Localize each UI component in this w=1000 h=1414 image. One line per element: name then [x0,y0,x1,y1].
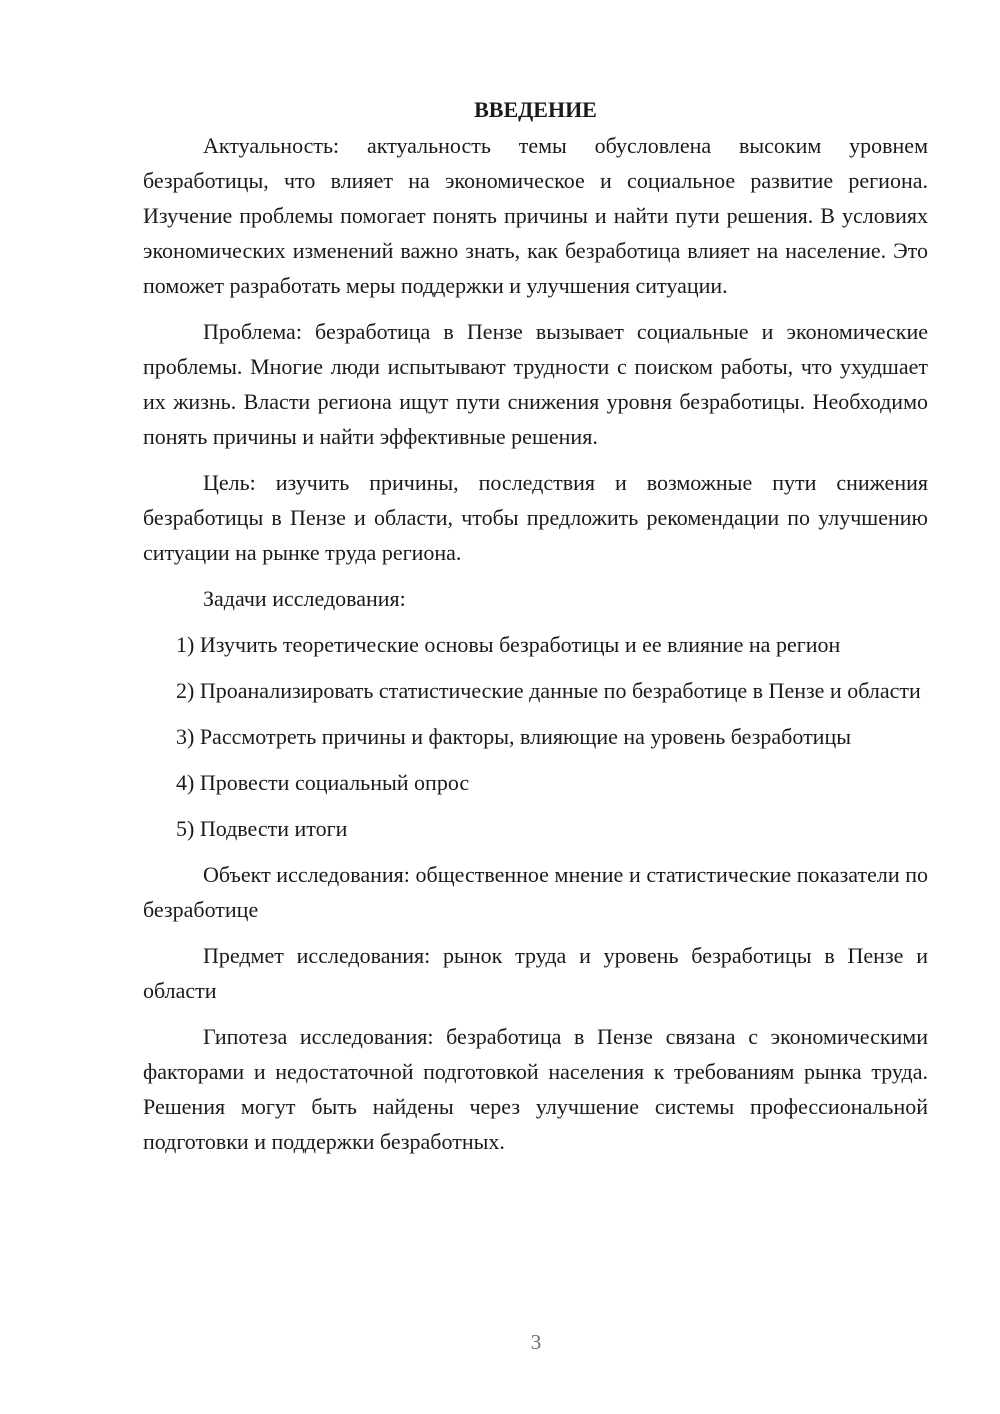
goal-paragraph: Цель: изучить причины, последствия и возможные пути снижения безработицы в Пензе и области, чтобы предложить рекомендации по улучшению ситуации на рынке труда региона. [143,470,928,565]
task-item-5: 5) Подвести итоги [176,816,348,841]
relevance-paragraph: Актуальность: актуальность темы обусловлена высоким уровнем безработицы, что влияет на экономическое и социальное развитие региона. Изучение проблемы помогает понять причины и найти пути решения. В условиях экономических изменений важно знать, как безработица влияет на население. Это поможет разработать меры поддержки и улучшения ситуации. [143,133,928,298]
task-item-1: 1) Изучить теоретические основы безработицы и ее влияние на регион [176,632,841,657]
task-item-2: 2) Проанализировать статистические данные по безработице в Пензе и области [176,678,921,703]
tasks-heading: Задачи исследования: [203,586,406,611]
task-item-4: 4) Провести социальный опрос [176,770,470,795]
section-title: ВВЕДЕНИЕ [474,97,597,122]
problem-paragraph: Проблема: безработица в Пензе вызывает социальные и экономические проблемы. Многие люди испытывают трудности с поиском работы, что ухудшает их жизнь. Власти региона ищут пути снижения уровня безработицы. Необходимо понять причины и найти эффективные решения. [143,319,928,449]
task-item-3: 3) Рассмотреть причины и факторы, влияющие на уровень безработицы [176,724,852,749]
page-number: 3 [530,1330,542,1354]
hypothesis-paragraph: Гипотеза исследования: безработица в Пензе связана с экономическими факторами и недостаточной подготовкой населения к требованиям рынка труда. Решения могут быть найдены через улучшение системы профессиональной подготовки и поддержки безработных. [143,1024,928,1154]
object-paragraph: Объект исследования: общественное мнение и статистические показатели по безработице [143,862,928,922]
document-body [143,92,928,1170]
subject-paragraph: Предмет исследования: рынок труда и уровень безработицы в Пензе и области [143,943,928,1003]
